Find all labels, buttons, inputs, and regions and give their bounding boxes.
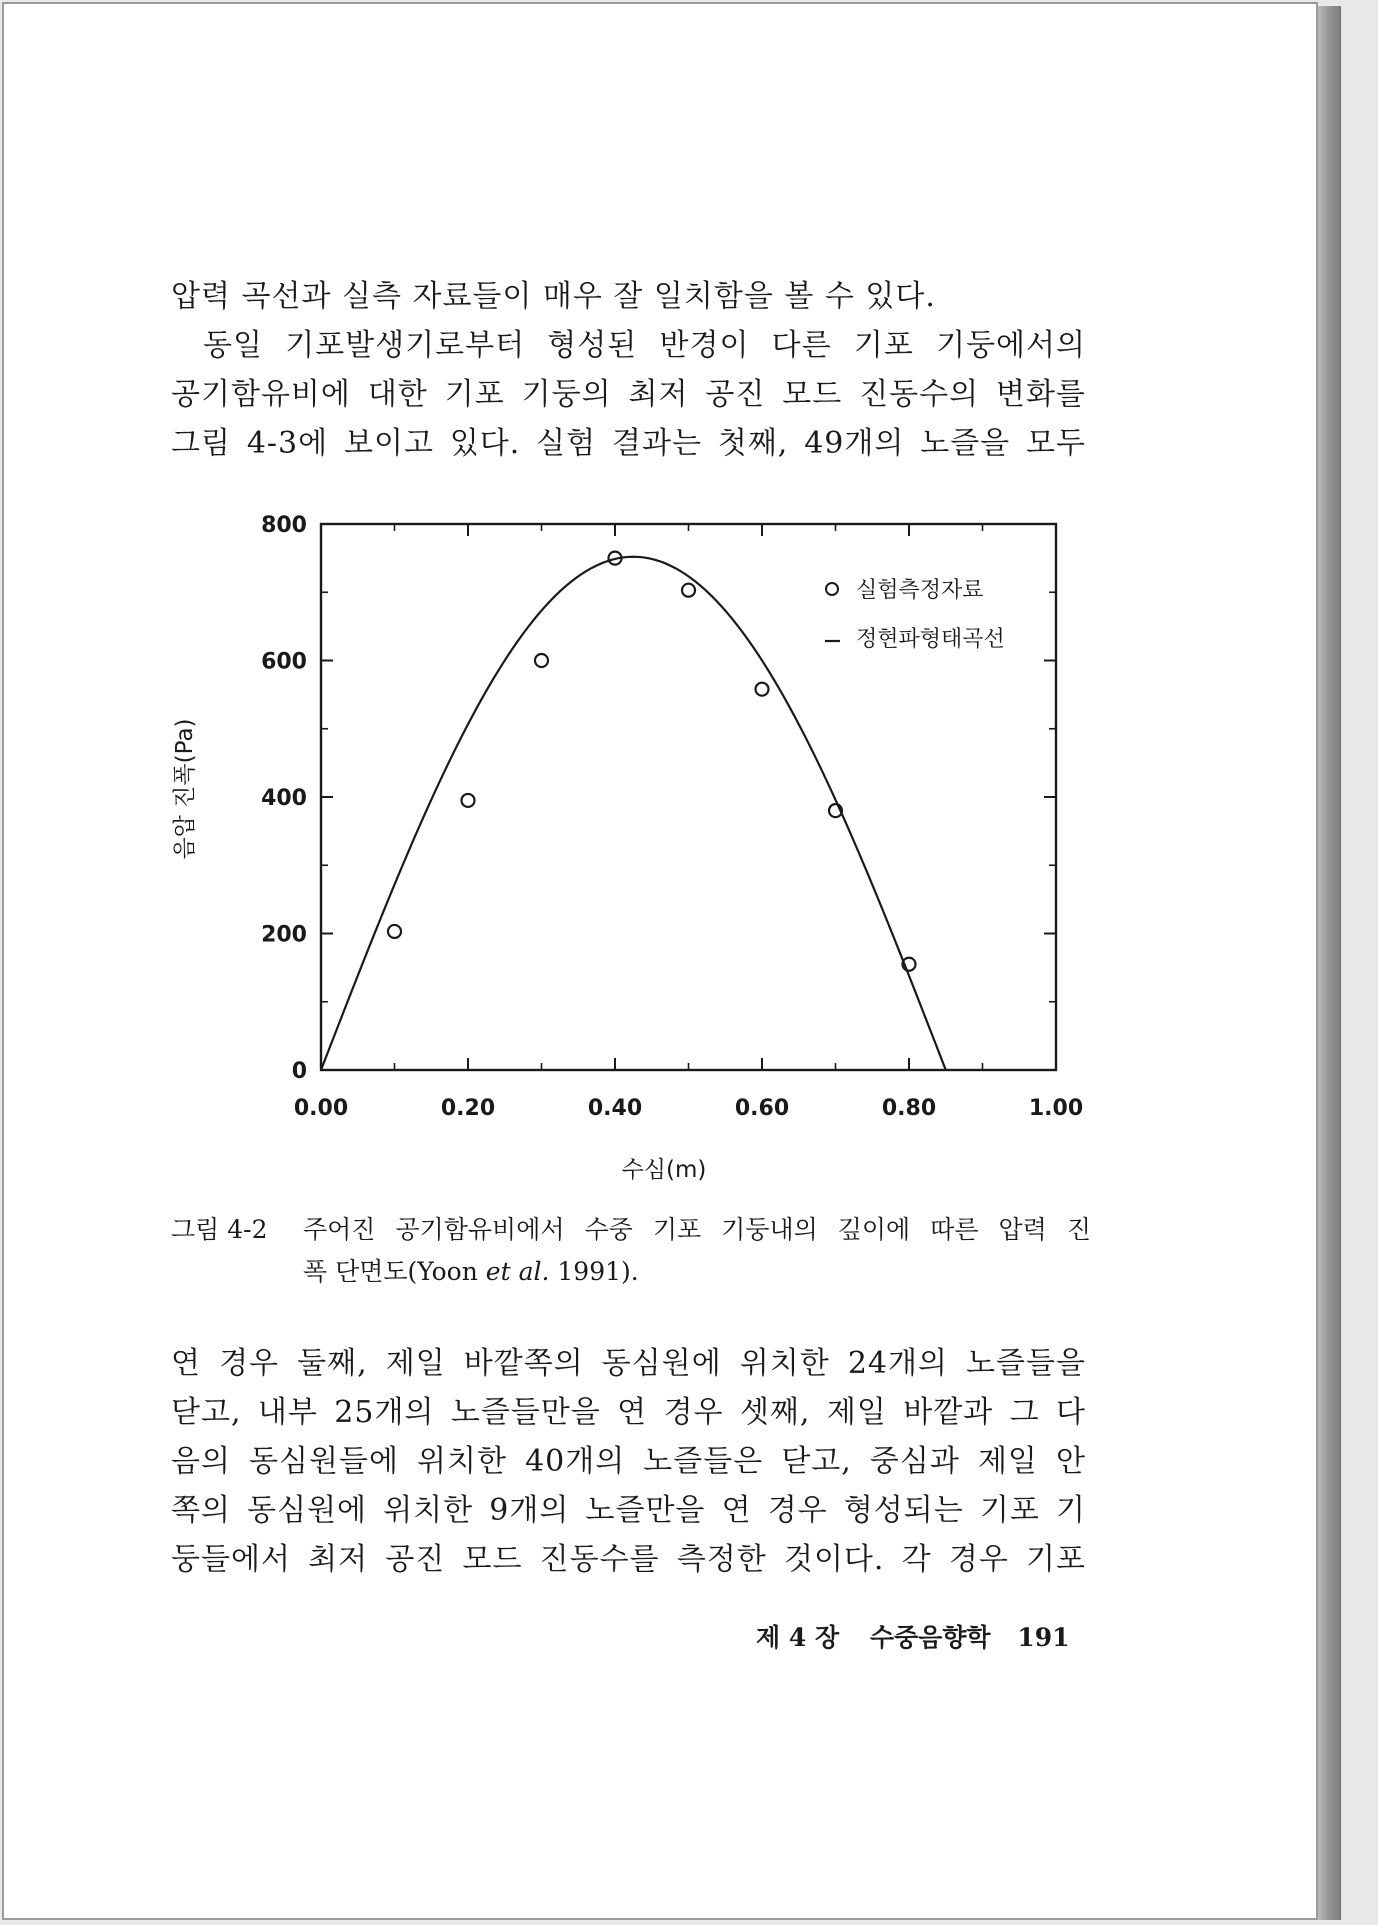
paragraph-bottom (171, 1339, 1086, 1584)
x-tick-label: 0.80 (881, 1096, 937, 1121)
caption-citation: 폭 단면도(Yoon et al. 1991). (303, 1257, 639, 1286)
data-point (388, 925, 401, 938)
book-page (2, 2, 1318, 1920)
paragraph-line: 공기함유비에 대한 기포 기둥의 최저 공진 모드 진동수의 변화를 (171, 377, 1086, 412)
x-tick-label: 0.00 (293, 1096, 349, 1121)
y-axis-label: 음압 진폭(Pa) (172, 718, 198, 860)
y-tick-label: 0 (291, 1059, 307, 1084)
data-point (462, 794, 475, 807)
y-tick-label: 400 (261, 786, 307, 811)
legend (825, 578, 1005, 652)
x-tick-label: 0.60 (734, 1096, 790, 1121)
data-point (682, 584, 695, 597)
footer-chapter: 제 4 장 (756, 1623, 840, 1652)
paragraph-line: 압력 곡선과 실측 자료들이 매우 잘 일치함을 볼 수 있다. (171, 279, 936, 314)
plot-border (321, 524, 1056, 1070)
legend-label-curve: 정현파형태곡선 (856, 627, 1005, 652)
x-axis-ticks (291, 524, 1084, 1121)
data-point (756, 683, 769, 696)
paragraph-top (171, 272, 1086, 468)
legend-label-measured: 실험측정자료 (856, 578, 984, 603)
footer-page-number: 191 (1017, 1623, 1070, 1652)
x-axis-label: 수심(m) (621, 1157, 707, 1183)
x-tick-label: 1.00 (1028, 1096, 1084, 1121)
paragraph-line: 그림 4-3에 보이고 있다. 실험 결과는 첫째, 49개의 노즐을 모두 (171, 426, 1086, 461)
paragraph-line: 음의 동심원들에 위치한 40개의 노즐들은 닫고, 중심과 제일 안 (171, 1444, 1086, 1479)
footer-title: 수중음향학 (869, 1623, 991, 1652)
page-edge (1318, 6, 1341, 1920)
legend-marker-circle (826, 583, 838, 595)
y-tick-label: 600 (261, 649, 307, 675)
y-tick-label: 800 (261, 513, 307, 538)
plot-frame (321, 524, 1056, 1070)
paragraph-line: 쪽의 동심원에 위치한 9개의 노즐만을 연 경우 형성되는 기포 기 (171, 1493, 1086, 1528)
paragraph-line: 닫고, 내부 25개의 노즐들만을 연 경우 셋째, 제일 바깥과 그 다 (171, 1395, 1086, 1430)
paragraph-line: 둥들에서 최저 공진 모드 진동수를 측정한 것이다. 각 경우 기포 (171, 1542, 1086, 1577)
caption-text: 주어진 공기함유비에서 수중 기포 기둥내의 깊이에 따른 압력 진 (303, 1215, 1091, 1244)
paragraph-line: 동일 기포발생기로부터 형성된 반경이 다른 기포 기둥에서의 (203, 328, 1086, 363)
x-tick-label: 0.20 (440, 1096, 496, 1121)
caption-label: 그림 4-2 (171, 1215, 268, 1244)
data-point (535, 654, 548, 667)
sine-fit-curve (321, 557, 946, 1070)
x-tick-label: 0.40 (587, 1096, 643, 1121)
page-footer-line (756, 1618, 1070, 1654)
measured-points (388, 552, 916, 971)
y-tick-label: 200 (261, 922, 307, 948)
caption-italic: et al. (485, 1257, 550, 1286)
paragraph-line: 연 경우 둘째, 제일 바깥쪽의 동심원에 위치한 24개의 노즐들을 (171, 1346, 1086, 1381)
depth-pressure-chart (164, 504, 1084, 1204)
